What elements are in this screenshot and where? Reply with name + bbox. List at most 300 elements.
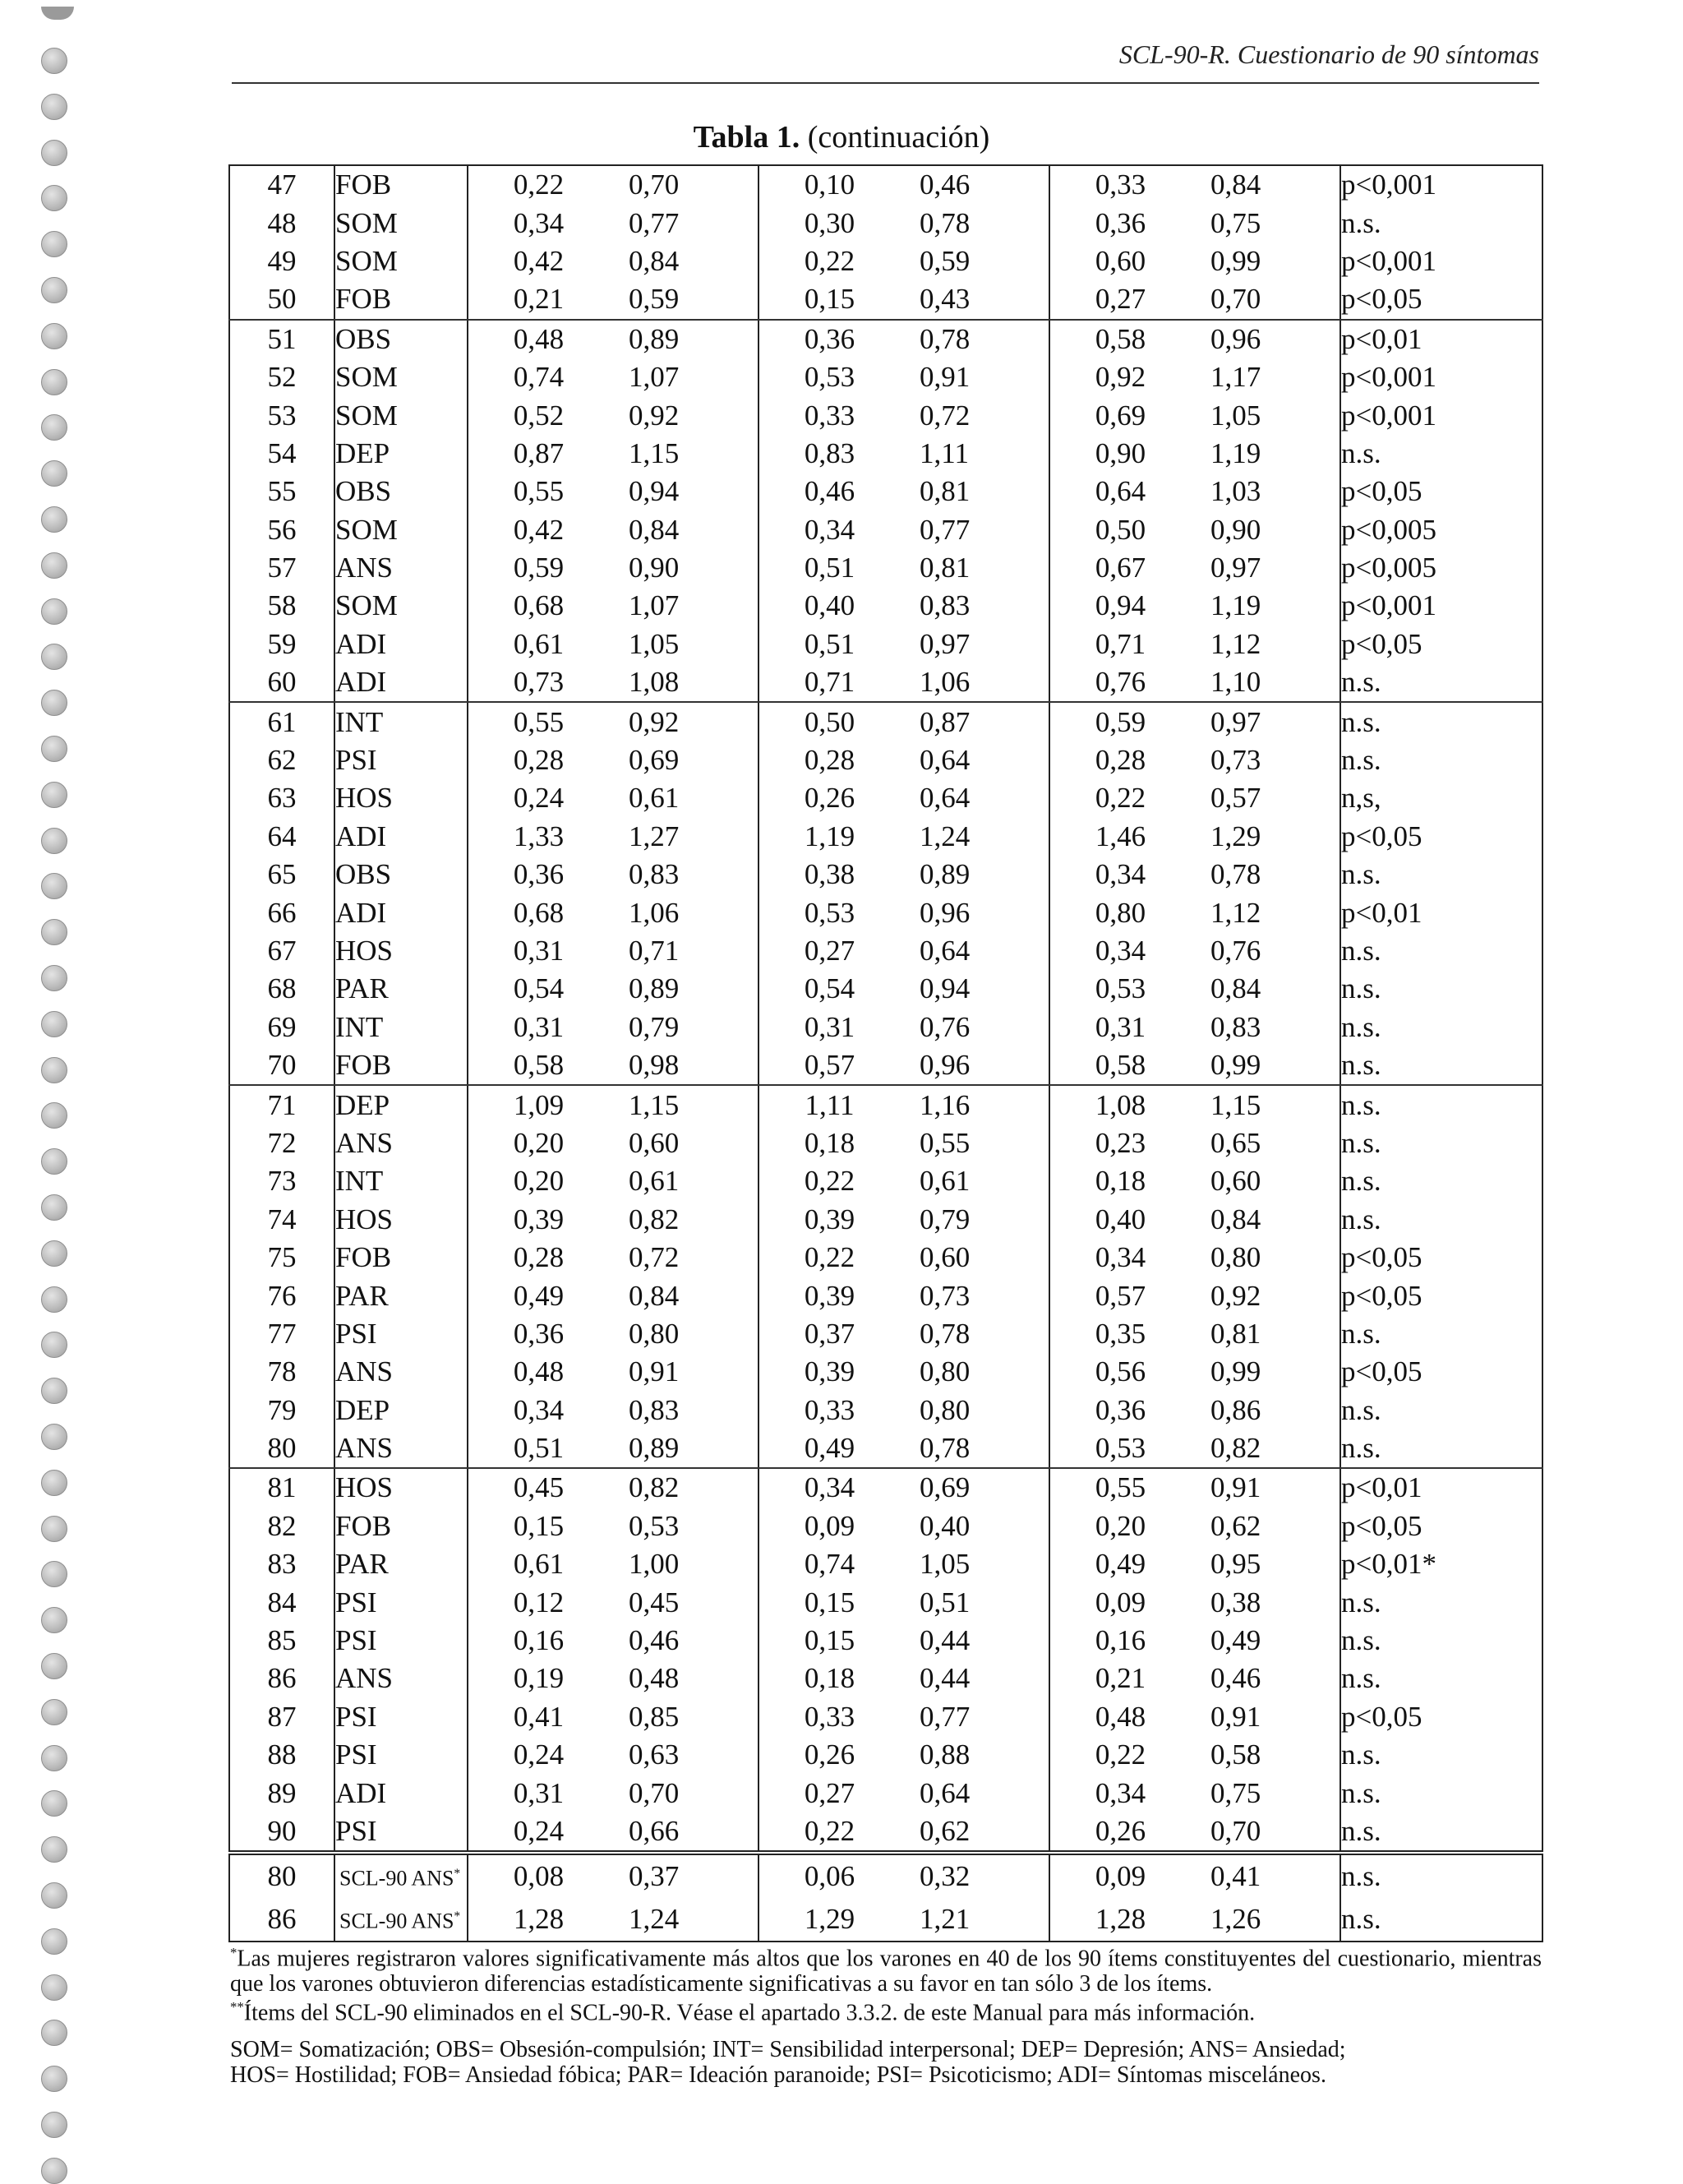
significance: p<0,001: [1341, 589, 1436, 622]
total-sd-cell: [609, 1162, 759, 1200]
women-sd: 0,99: [1210, 244, 1261, 277]
women-mean-cell: [1049, 1392, 1191, 1429]
women-mean: 0,20: [1095, 1509, 1146, 1542]
women-sd-cell: [1191, 280, 1340, 319]
total-mean: 0,21: [513, 283, 565, 316]
dimension: SCL-90 ANS: [339, 1909, 454, 1933]
item-number-cell: [229, 1239, 334, 1277]
item-number: 55: [267, 475, 297, 508]
total-sd-cell: [609, 242, 759, 280]
dimension: PSI: [335, 1738, 377, 1771]
dimension: OBS: [335, 475, 392, 508]
men-mean-cell: [759, 1660, 900, 1697]
men-mean: 0,18: [804, 1662, 855, 1695]
men-mean: 0,15: [804, 283, 855, 316]
men-sd: 0,83: [920, 589, 971, 622]
total-mean: 0,52: [513, 399, 565, 432]
women-mean-cell: [1049, 511, 1191, 549]
dimension-cell: [334, 1046, 468, 1085]
total-mean-cell: [468, 1774, 609, 1812]
women-sd: 0,62: [1210, 1509, 1261, 1542]
women-sd-cell: [1191, 1583, 1340, 1621]
total-sd: 0,89: [629, 322, 680, 355]
binding-ring: [41, 873, 67, 899]
women-mean: 0,34: [1095, 1241, 1146, 1274]
total-sd: 0,83: [629, 858, 680, 891]
binding-ring: [41, 1882, 67, 1909]
men-mean: 0,51: [804, 627, 855, 660]
total-sd-cell: [609, 1468, 759, 1507]
men-mean-cell: [759, 1124, 900, 1162]
item-number: 58: [267, 589, 297, 622]
table-row: [229, 1429, 1542, 1468]
dimension-cell: [334, 779, 468, 817]
significance: p<0,001: [1341, 361, 1436, 394]
total-mean: 0,31: [513, 1776, 565, 1809]
item-number: 73: [267, 1165, 297, 1198]
total-sd: 0,84: [629, 1279, 680, 1312]
significance: p<0,05: [1341, 1241, 1422, 1274]
item-number-cell: [229, 204, 334, 242]
dimension: HOS: [335, 935, 394, 967]
women-sd-cell: [1191, 1429, 1340, 1468]
men-mean-cell: [759, 473, 900, 510]
men-sd-cell: [900, 1622, 1049, 1660]
total-sd: 0,45: [629, 1586, 680, 1618]
women-sd-cell: [1191, 1698, 1340, 1736]
women-sd: 1,29: [1210, 820, 1261, 852]
significance-cell: [1340, 165, 1542, 204]
item-number-cell: [229, 1124, 334, 1162]
significance-cell: [1340, 435, 1542, 473]
table-row: [229, 1085, 1542, 1124]
table-row: [229, 1698, 1542, 1736]
women-sd: 0,46: [1210, 1662, 1261, 1695]
women-sd-cell: [1191, 473, 1340, 510]
men-sd-cell: [900, 1583, 1049, 1621]
significance-cell: [1340, 1392, 1542, 1429]
dimension: INT: [335, 705, 384, 738]
women-sd: 1,03: [1210, 475, 1261, 508]
item-number: 48: [267, 206, 297, 239]
total-mean: 0,48: [513, 1355, 565, 1388]
men-mean-cell: [759, 1545, 900, 1583]
women-mean-cell: [1049, 1201, 1191, 1239]
total-mean-cell: [468, 435, 609, 473]
women-sd: 1,17: [1210, 361, 1261, 394]
men-mean: 0,38: [804, 858, 855, 891]
dimension-cell: [334, 1583, 468, 1621]
women-mean: 0,26: [1095, 1814, 1146, 1847]
total-sd-cell: [609, 970, 759, 1008]
dimension-cell: [334, 1277, 468, 1314]
item-number-cell: [229, 358, 334, 396]
women-mean-cell: [1049, 970, 1191, 1008]
dimension-cell: [334, 1468, 468, 1507]
women-sd-cell: [1191, 856, 1340, 893]
dimension-cell: [334, 1162, 468, 1200]
item-number: 83: [267, 1548, 297, 1581]
women-sd-cell: [1191, 1124, 1340, 1162]
dimension: SOM: [335, 206, 398, 239]
dimension: SOM: [335, 399, 398, 432]
significance-cell: [1340, 1085, 1542, 1124]
total-mean-cell: [468, 587, 609, 625]
running-header: SCL-90-R. Cuestionario de 90 síntomas: [1118, 39, 1539, 69]
total-sd: 1,15: [629, 436, 680, 469]
women-sd: 0,70: [1210, 1814, 1261, 1847]
total-sd-cell: [609, 204, 759, 242]
total-sd: 0,85: [629, 1700, 680, 1733]
men-mean-cell: [759, 320, 900, 358]
total-mean-cell: [468, 473, 609, 510]
dimension: PAR: [335, 972, 389, 1005]
dimension: PSI: [335, 744, 377, 777]
women-mean: 0,90: [1095, 436, 1146, 469]
total-mean: 0,42: [513, 513, 565, 546]
binding-ring: [41, 2158, 67, 2184]
women-sd-cell: [1191, 587, 1340, 625]
women-sd-cell: [1191, 1353, 1340, 1391]
men-sd: 0,55: [920, 1126, 971, 1159]
total-mean: 0,12: [513, 1586, 565, 1618]
men-sd-cell: [900, 1162, 1049, 1200]
dimension: PSI: [335, 1624, 377, 1657]
women-sd: 0,91: [1210, 1471, 1261, 1504]
item-number-cell: [229, 1392, 334, 1429]
table-row: [229, 741, 1542, 779]
table-caption-text: (continuación): [807, 120, 990, 155]
men-sd: 0,91: [920, 361, 971, 394]
dimension-cell: [334, 1508, 468, 1545]
men-mean-cell: [759, 626, 900, 663]
men-sd: 0,40: [920, 1509, 971, 1542]
total-mean: 0,31: [513, 1010, 565, 1043]
item-number: 75: [267, 1241, 297, 1274]
total-sd: 0,60: [629, 1126, 680, 1159]
item-number: 51: [267, 322, 297, 355]
men-sd-cell: [900, 549, 1049, 587]
men-sd: 0,78: [920, 322, 971, 355]
total-sd: 0,92: [629, 399, 680, 432]
women-mean: 0,22: [1095, 782, 1146, 815]
women-mean-cell: [1049, 1429, 1191, 1468]
men-mean-cell: [759, 511, 900, 549]
total-mean-cell: [468, 1124, 609, 1162]
table-row: [229, 1468, 1542, 1507]
men-sd: 0,96: [920, 1049, 971, 1082]
significance-cell: [1340, 1201, 1542, 1239]
table-row: [229, 204, 1542, 242]
table-row: [229, 1508, 1542, 1545]
significance: p<0,01: [1341, 1471, 1422, 1504]
women-mean: 0,67: [1095, 552, 1146, 584]
dimension-cell: [334, 587, 468, 625]
significance: n.s.: [1341, 1049, 1381, 1082]
total-mean: 0,15: [513, 1509, 565, 1542]
significance-cell: [1340, 893, 1542, 931]
dimension: INT: [335, 1010, 384, 1043]
item-number-cell: [229, 1277, 334, 1314]
total-mean-cell: [468, 511, 609, 549]
item-number: 86: [267, 1902, 297, 1935]
total-mean-cell: [468, 204, 609, 242]
women-mean: 0,48: [1095, 1700, 1146, 1733]
significance: n.s.: [1341, 1586, 1381, 1618]
table-row: [229, 626, 1542, 663]
dimension: HOS: [335, 782, 394, 815]
total-mean: 0,16: [513, 1624, 565, 1657]
total-mean-cell: [468, 280, 609, 319]
total-mean-cell: [468, 1009, 609, 1046]
women-sd: 0,75: [1210, 206, 1261, 239]
total-mean: 0,55: [513, 475, 565, 508]
total-sd: 0,91: [629, 1355, 680, 1388]
women-sd: 0,60: [1210, 1165, 1261, 1198]
total-mean: 0,68: [513, 589, 565, 622]
binding-ring: [41, 1378, 67, 1404]
dimension-cell: [334, 1392, 468, 1429]
men-mean: 0,10: [804, 169, 855, 201]
dimension-cell: [334, 1315, 468, 1353]
table-row: [229, 1046, 1542, 1085]
significance-cell: [1340, 587, 1542, 625]
women-mean: 0,28: [1095, 744, 1146, 777]
significance: p<0,05: [1341, 283, 1422, 316]
table-row: [229, 663, 1542, 702]
item-number: 63: [267, 782, 297, 815]
significance: n.s.: [1341, 1317, 1381, 1350]
women-sd-cell: [1191, 893, 1340, 931]
men-mean: 0,34: [804, 513, 855, 546]
dimension-cell: [334, 1660, 468, 1697]
item-number-cell: [229, 1698, 334, 1736]
women-sd-cell: [1191, 511, 1340, 549]
significance: p<0,001: [1341, 399, 1436, 432]
total-sd-cell: [609, 1124, 759, 1162]
significance-cell: [1340, 1660, 1542, 1697]
total-sd-cell: [609, 702, 759, 741]
binding-ring: [41, 552, 67, 579]
dimension-cell: [334, 1239, 468, 1277]
item-number-cell: [229, 1812, 334, 1853]
binding-ring: [41, 690, 67, 716]
total-mean-cell: [468, 741, 609, 779]
men-mean: 0,39: [804, 1203, 855, 1235]
total-mean-cell: [468, 320, 609, 358]
binding-ring: [41, 1240, 67, 1267]
total-mean-cell: [468, 1622, 609, 1660]
item-number: 49: [267, 244, 297, 277]
table-row: [229, 779, 1542, 817]
men-sd: 0,32: [920, 1860, 971, 1893]
binding-ring: [41, 460, 67, 487]
total-mean: 0,58: [513, 1049, 565, 1082]
women-mean-cell: [1049, 1239, 1191, 1277]
men-sd-cell: [900, 165, 1049, 204]
item-number: 47: [267, 169, 297, 201]
men-sd: 0,64: [920, 744, 971, 777]
women-sd-cell: [1191, 741, 1340, 779]
summary-row: [229, 1898, 1542, 1942]
women-mean-cell: [1049, 1468, 1191, 1507]
women-sd-cell: [1191, 818, 1340, 856]
significance-cell: [1340, 1622, 1542, 1660]
table-caption-label: Tabla 1.: [693, 120, 800, 155]
women-sd-cell: [1191, 242, 1340, 280]
men-sd-cell: [900, 280, 1049, 319]
table-row: [229, 1277, 1542, 1314]
item-number: 71: [267, 1088, 297, 1121]
item-number-cell: [229, 1009, 334, 1046]
women-mean: 0,31: [1095, 1010, 1146, 1043]
total-mean-cell: [468, 932, 609, 970]
dimension: PSI: [335, 1700, 377, 1733]
total-sd-cell: [609, 1660, 759, 1697]
item-number-cell: [229, 702, 334, 741]
men-mean: 0,22: [804, 1241, 855, 1274]
table-row: [229, 165, 1542, 204]
men-mean: 0,39: [804, 1355, 855, 1388]
women-mean: 0,76: [1095, 666, 1146, 699]
men-sd: 0,60: [920, 1241, 971, 1274]
item-number-cell: [229, 1162, 334, 1200]
women-sd-cell: [1191, 358, 1340, 396]
women-mean: 0,18: [1095, 1165, 1146, 1198]
binding-ring: [41, 2112, 67, 2138]
binding-ring: [41, 1102, 67, 1129]
binding-ring: [41, 1011, 67, 1037]
dimension: ANS: [335, 552, 394, 584]
men-mean-cell: [759, 1429, 900, 1468]
men-sd: 1,06: [920, 666, 971, 699]
total-mean-cell: [468, 779, 609, 817]
dimension-cell: [334, 1622, 468, 1660]
summary-row: [229, 1853, 1542, 1898]
significance: p<0,05: [1341, 1509, 1422, 1542]
total-mean-cell: [468, 1353, 609, 1391]
item-number: 57: [267, 552, 297, 584]
item-number-cell: [229, 1583, 334, 1621]
total-sd: 0,61: [629, 1165, 680, 1198]
significance-cell: [1340, 1239, 1542, 1277]
men-sd: 0,64: [920, 1776, 971, 1809]
men-mean: 0,26: [804, 782, 855, 815]
total-sd-cell: [609, 435, 759, 473]
item-number: 69: [267, 1010, 297, 1043]
item-number-cell: [229, 1774, 334, 1812]
total-sd-cell: [609, 1774, 759, 1812]
women-mean-cell: [1049, 242, 1191, 280]
women-mean: 0,58: [1095, 322, 1146, 355]
men-sd: 1,11: [920, 436, 969, 469]
men-mean: 0,83: [804, 436, 855, 469]
significance: n.s.: [1341, 206, 1381, 239]
women-sd-cell: [1191, 1239, 1340, 1277]
significance: p<0,005: [1341, 552, 1436, 584]
dimension: ADI: [335, 627, 387, 660]
table-row: [229, 1124, 1542, 1162]
dimension-cell: [334, 1545, 468, 1583]
significance: n.s.: [1341, 1662, 1381, 1695]
binding-ring: [41, 644, 67, 670]
dimension-cell: [334, 1898, 468, 1942]
total-sd: 1,00: [629, 1548, 680, 1581]
women-mean-cell: [1049, 741, 1191, 779]
total-sd: 0,72: [629, 1241, 680, 1274]
women-sd-cell: [1191, 1508, 1340, 1545]
item-number: 87: [267, 1700, 297, 1733]
total-sd: 0,92: [629, 705, 680, 738]
women-sd-cell: [1191, 1853, 1340, 1898]
total-sd: 0,79: [629, 1010, 680, 1043]
total-mean-cell: [468, 549, 609, 587]
total-sd-cell: [609, 818, 759, 856]
item-number-cell: [229, 1085, 334, 1124]
dimension: PAR: [335, 1548, 389, 1581]
total-mean: 0,34: [513, 1393, 565, 1426]
item-number: 76: [267, 1279, 297, 1312]
total-mean-cell: [468, 626, 609, 663]
men-mean-cell: [759, 1201, 900, 1239]
significance: n.s.: [1341, 1088, 1381, 1121]
total-sd-cell: [609, 511, 759, 549]
binding-ring: [41, 598, 67, 625]
binding-ring: [41, 323, 67, 349]
significance-cell: [1340, 1898, 1542, 1942]
binding-ring: [41, 1057, 67, 1083]
significance: n.s.: [1341, 1902, 1381, 1935]
men-mean-cell: [759, 702, 900, 741]
table-body: [229, 165, 1542, 1942]
men-mean: 0,51: [804, 552, 855, 584]
women-sd-cell: [1191, 1201, 1340, 1239]
total-mean-cell: [468, 1508, 609, 1545]
total-sd-cell: [609, 1622, 759, 1660]
item-number-cell: [229, 280, 334, 319]
significance: n.s.: [1341, 436, 1381, 469]
binding-ring-top: [41, 7, 74, 20]
item-number-cell: [229, 1736, 334, 1774]
women-mean-cell: [1049, 358, 1191, 396]
women-sd: 1,19: [1210, 589, 1261, 622]
men-mean-cell: [759, 1812, 900, 1853]
total-sd-cell: [609, 1315, 759, 1353]
women-mean-cell: [1049, 549, 1191, 587]
significance-cell: [1340, 1277, 1542, 1314]
total-sd-cell: [609, 856, 759, 893]
men-sd: 0,78: [920, 206, 971, 239]
item-number: 64: [267, 820, 297, 852]
dimension: OBS: [335, 322, 392, 355]
women-mean: 1,46: [1095, 820, 1146, 852]
dimension-cell: [334, 1698, 468, 1736]
item-number: 78: [267, 1355, 297, 1388]
men-sd-cell: [900, 1392, 1049, 1429]
total-mean: 0,48: [513, 322, 565, 355]
women-mean-cell: [1049, 1853, 1191, 1898]
men-sd: 0,79: [920, 1203, 971, 1235]
item-number: 68: [267, 972, 297, 1005]
women-mean: 0,36: [1095, 206, 1146, 239]
men-mean-cell: [759, 1162, 900, 1200]
binding-ring: [41, 828, 67, 854]
significance: p<0,001: [1341, 169, 1436, 201]
women-sd: 0,73: [1210, 744, 1261, 777]
dimension: FOB: [335, 169, 392, 201]
total-sd: 0,69: [629, 744, 680, 777]
total-sd: 0,82: [629, 1203, 680, 1235]
